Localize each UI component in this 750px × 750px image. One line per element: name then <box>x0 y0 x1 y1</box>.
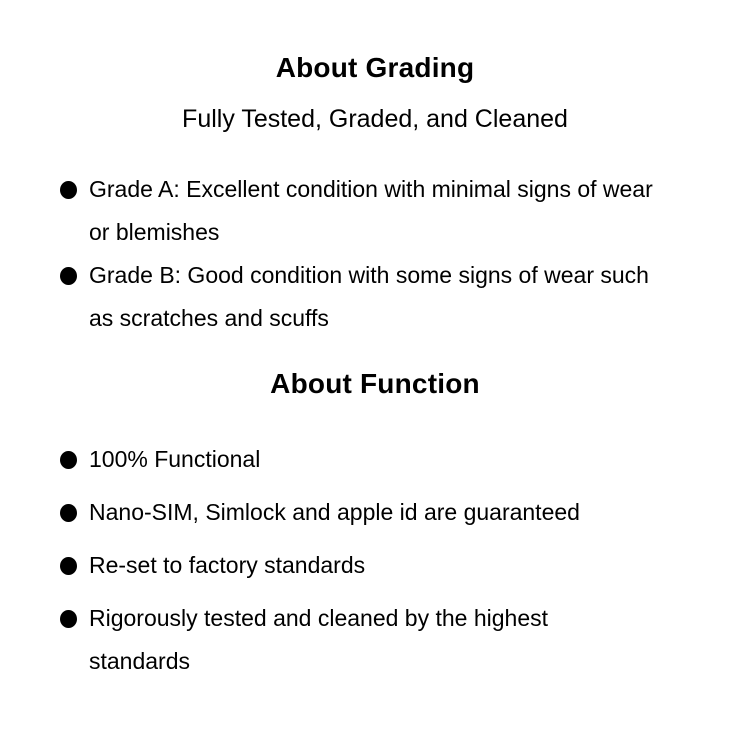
list-item <box>60 168 690 254</box>
list-item <box>60 438 690 481</box>
list-item-text: Grade B: Good condition with some signs of wear such as scratches and scuffs <box>89 262 649 331</box>
list-item <box>60 597 690 683</box>
grading-subtitle: Fully Tested, Graded, and Cleaned <box>182 105 568 133</box>
bullet-icon <box>60 181 77 199</box>
list-item-text: Rigorously tested and cleaned by the highest standards <box>89 605 549 674</box>
list-item <box>60 544 690 587</box>
function-list <box>60 438 690 683</box>
list-item <box>60 254 690 340</box>
bullet-icon <box>60 451 77 469</box>
bullet-icon <box>60 267 77 285</box>
bullet-icon <box>60 557 77 575</box>
bullet-icon <box>60 610 77 628</box>
bullet-icon <box>60 504 77 522</box>
list-item <box>60 491 690 534</box>
grading-list <box>60 168 690 340</box>
function-section-title: About Function <box>270 368 480 399</box>
list-item-text: 100% Functional <box>89 446 261 472</box>
list-item-text: Re-set to factory standards <box>89 552 366 578</box>
grading-section-title: About Grading <box>275 52 475 83</box>
list-item-text: Grade A: Excellent condition with minimal signs of wear or blemishes <box>89 176 653 245</box>
list-item-text: Nano-SIM, Simlock and apple id are guaranteed <box>89 499 580 525</box>
